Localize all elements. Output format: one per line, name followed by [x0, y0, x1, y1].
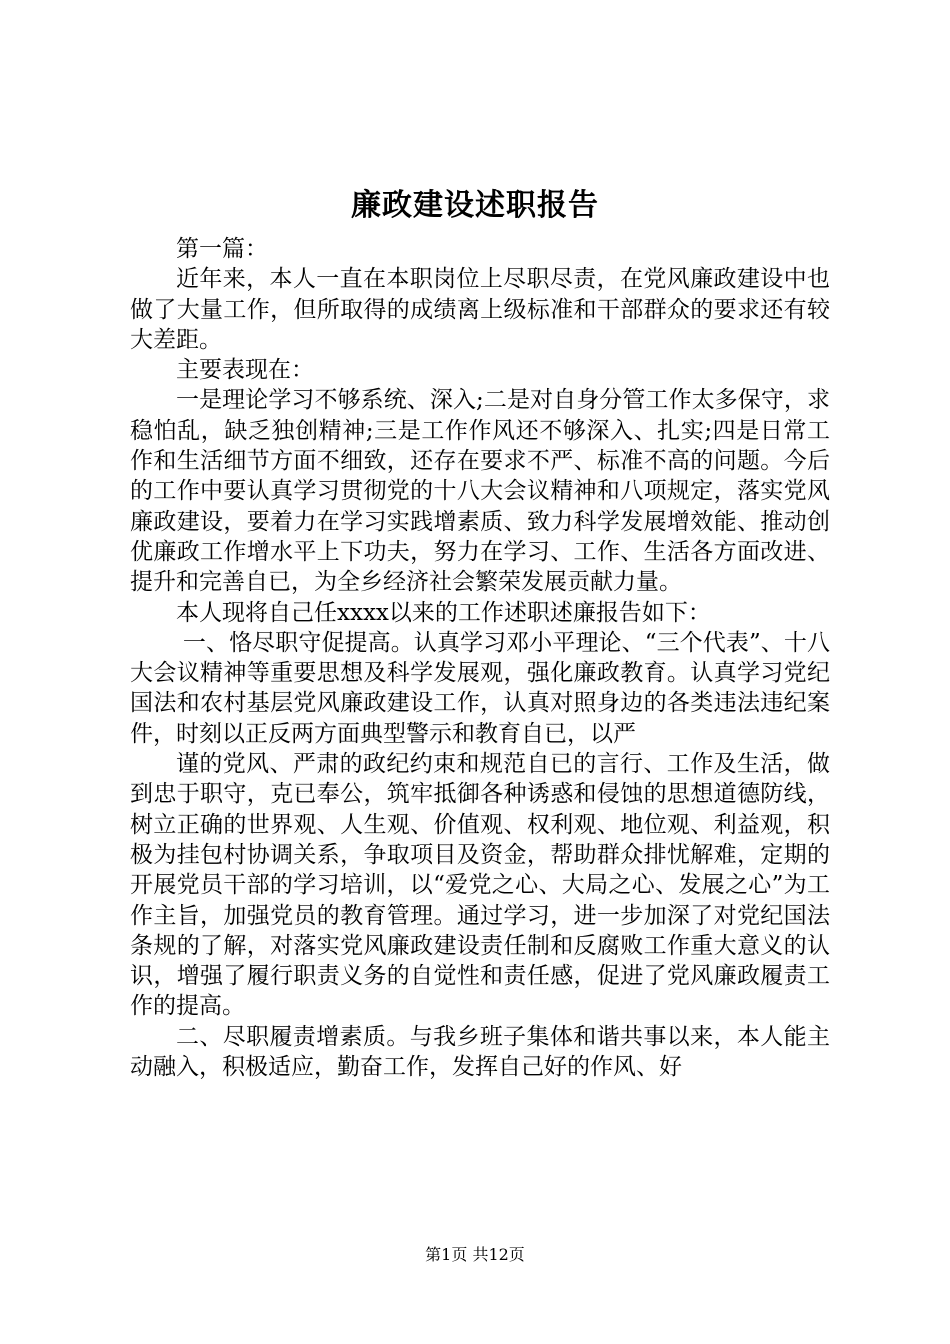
page-footer: 第1页 共12页 [425, 1245, 525, 1264]
paragraph: 谨的党风、严肃的政纪约束和规范自已的言行、工作及生活，做到忠于职守，克已奉公，筑牢抵御各种诱惑和侵蚀的思想道德防线，树立正确的世界观、人生观、价值观、权利观、地位观、利益观，积极为挂包村协调关系，争取项目及资金，帮助群众排忧解难，定期的开展党员干部的学习培训，以“爱党之心、大局之心、发展之心”为工作主旨，加强党员的教育管理。通过学习，进一步加深了对党纪国法条规的了解，对落实党风廉政建设责任制和反腐败工作重大意义的认识，增强了履行职责义务的自觉性和责任感，促进了党风廉政履责工作的提高。 [130, 751, 830, 1020]
paragraph: 主要表现在： [176, 357, 314, 384]
document-title: 廉政建设述职报告 [351, 188, 599, 223]
paragraph: 二、尽职履责增素质。与我乡班子集体和谐共事以来，本人能主动融入，积极适应，勤奋工作，发挥自己好的作风、好 [130, 1023, 830, 1081]
paragraph: 第一篇： [176, 236, 268, 262]
paragraph: 本人现将自己任xxxx以来的工作述职述廉报告如下： [176, 599, 711, 626]
document-body [130, 234, 830, 1082]
paragraph: 近年来，本人一直在本职岗位上尽职尽责，在党风廉政建设中也做了大量工作，但所取得的成绩离上级标准和干部群众的要求还有较大差距。 [130, 266, 830, 353]
paragraph: 一、恪尽职守促提高。认真学习邓小平理论、“三个代表”、十八大会议精神等重要思想及科学发展观，强化廉政教育。认真学习党纪国法和农村基层党风廉政建设工作，认真对照身边的各类违法违纪案件，时刻以正反两方面典型警示和教育自已，以严 [130, 629, 830, 747]
paragraph: 一是理论学习不够系统、深入;二是对自身分管工作太多保守，求稳怕乱，缺乏独创精神;三是工作作风还不够深入、扎实;四是日常工作和生活细节方面不细致，还存在要求不严、标准不高的问题。今后的工作中要认真学习贯彻党的十八大会议精神和八项规定，落实党风廉政建设，要着力在学习实践增素质、致力科学发展增效能、推动创优廉政工作增水平上下功夫，努力在学习、工作、生活各方面改进、提升和完善自已，为全乡经济社会繁荣发展贡献力量。 [130, 387, 830, 596]
